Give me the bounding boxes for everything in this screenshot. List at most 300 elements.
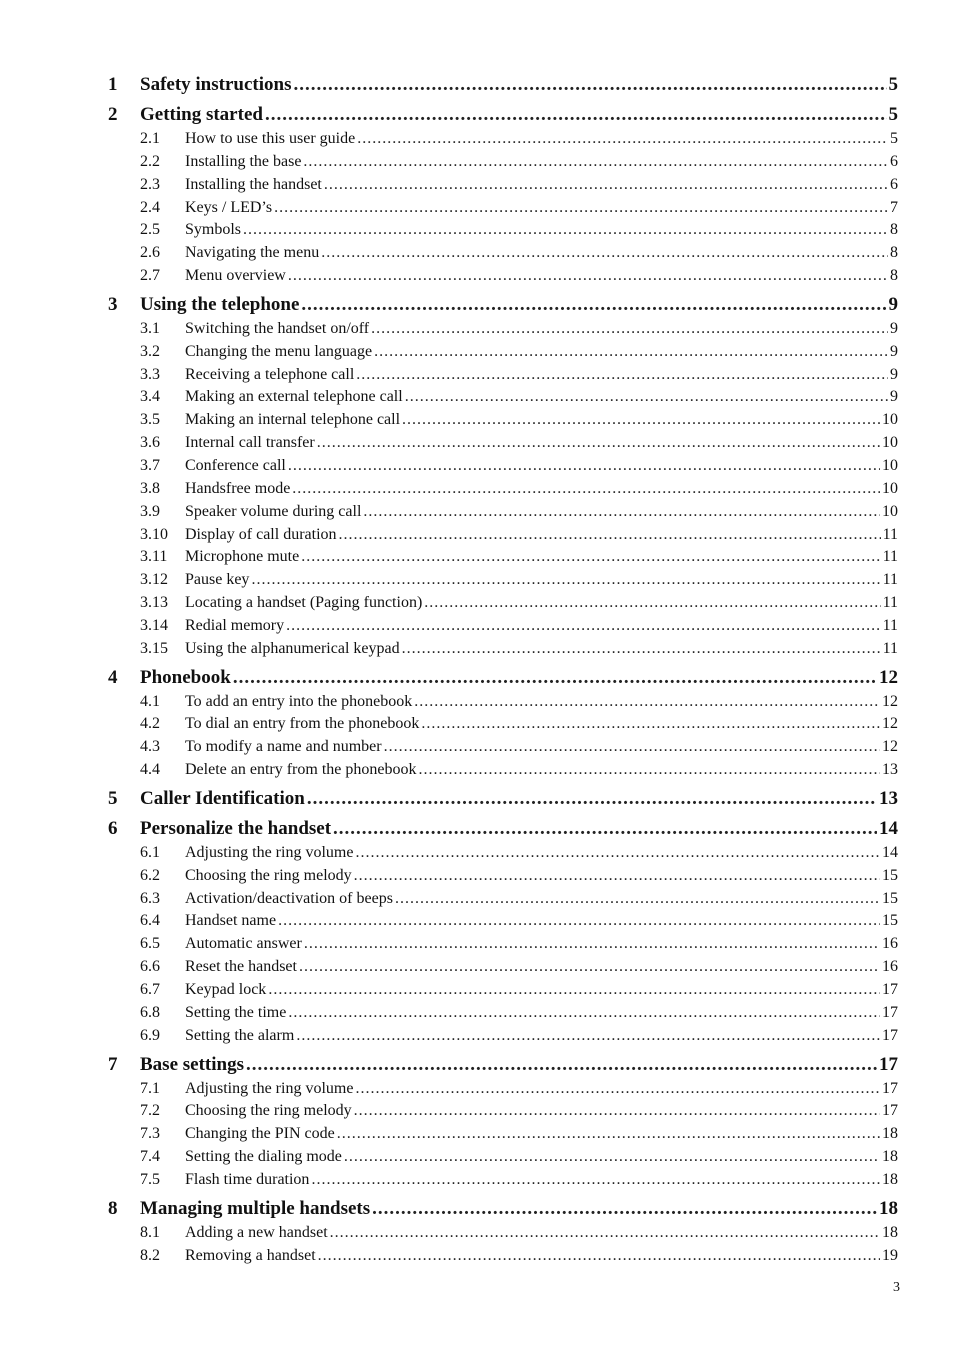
dot-leader [371,318,888,341]
toc-entry-line [185,842,898,865]
toc-entry-page: 18 [882,1223,898,1241]
toc-entry-title: Speaker volume during call [185,502,362,520]
toc-entry-page: 17 [882,1003,898,1021]
toc-section-entry[interactable] [108,364,898,387]
toc-entry-number: 3.12 [140,571,168,589]
toc-entry-number: 6.2 [140,866,160,884]
toc-entry-line [140,72,898,98]
toc-entry-line [185,1222,898,1245]
toc-entry-page: 19 [882,1246,898,1264]
toc-entry-line [185,197,898,220]
toc-section-entry[interactable] [108,318,898,341]
toc-section-entry[interactable] [108,1002,898,1025]
toc-entry-number: 4 [108,666,118,688]
toc-entry-number: 4.1 [140,692,160,710]
dot-leader [265,102,887,128]
toc-entry-page: 12 [882,692,898,710]
toc-entry-line [185,736,898,759]
toc-entry-title: Setting the dialing mode [185,1148,342,1166]
toc-entry-line [185,569,898,592]
toc-entry-number: 2.4 [140,198,160,216]
toc-section-entry[interactable] [108,713,898,736]
toc-entry-page: 12 [882,715,898,733]
toc-section-entry[interactable] [108,341,898,364]
toc-entry-line [185,1123,898,1146]
toc-entry-title: Activation/deactivation of beeps [185,889,393,907]
dot-leader [286,615,881,638]
toc-entry-line [185,174,898,197]
toc-entry-title: Using the telephone [140,293,300,315]
dot-leader [288,455,880,478]
toc-entry-page: 17 [882,1102,898,1120]
toc-entry-page: 13 [882,761,898,779]
dot-leader [418,759,880,782]
toc-entry-page: 17 [882,1079,898,1097]
page-number: 3 [893,1280,900,1295]
toc-entry-title: Handset name [185,912,277,930]
toc-entry-title: Keypad lock [185,981,267,998]
toc-section-entry[interactable] [108,956,898,979]
toc-entry-title: Base settings [140,1053,244,1075]
toc-entry-line [185,478,898,501]
toc-entry-number: 6.1 [140,843,160,861]
toc-entry-line [185,364,898,387]
toc-section-entry[interactable] [108,386,898,409]
toc-entry-title: Symbols [185,221,242,239]
toc-section-entry[interactable] [108,910,898,933]
dot-leader [318,1245,880,1268]
toc-section-entry[interactable] [108,197,898,220]
toc-entry-number: 4.2 [140,715,160,733]
toc-entry-page: 12 [879,666,898,688]
toc-entry-title: Reset the handset [185,958,297,976]
toc-entry-page: 11 [882,594,898,612]
toc-entry-line [185,933,898,956]
toc-entry-number: 2.6 [140,244,160,262]
toc-section-entry[interactable] [108,592,898,615]
toc-entry-line [185,455,898,478]
toc-entry-line [185,713,898,736]
toc-section-entry[interactable] [108,151,898,174]
toc-entry-title: Using the alphanumerical keypad [185,639,400,657]
toc-section-entry[interactable] [108,736,898,759]
toc-entry-title: Setting the alarm [185,1026,295,1044]
toc-entry-title: Internal call transfer [185,434,315,452]
toc-entry-title: Personalize the handset [140,817,332,839]
toc-entry-title: Choosing the ring melody [185,1102,352,1120]
toc-entry-number: 7.5 [140,1170,160,1188]
toc-chapter-entry[interactable] [108,1196,898,1222]
toc-entry-title: Display of call duration [185,525,337,543]
toc-entry-line [185,128,898,151]
toc-entry-title: Menu overview [185,267,286,285]
toc-entry-number: 3.7 [140,456,160,474]
toc-entry-page: 18 [882,1170,898,1188]
toc-entry-title: Automatic answer [185,935,302,953]
toc-entry-page: 8 [890,267,898,285]
toc-entry-page: 15 [882,866,898,884]
dot-leader [296,1025,880,1048]
toc-entry-title: Changing the PIN code [185,1125,335,1143]
toc-section-entry[interactable] [108,1245,898,1268]
toc-entry-number: 3.9 [140,502,160,520]
toc-entry-title: To modify a name and number [185,738,382,756]
toc-entry-number: 3.8 [140,479,160,497]
toc-entry-title: Adjusting the ring volume [185,843,354,861]
toc-entry-number: 1 [108,74,118,95]
toc-entry-page: 9 [890,388,898,406]
toc-entry-page: 17 [882,1026,898,1044]
toc-entry-line [140,102,898,128]
toc-entry-title: Keys / LED’s [185,198,273,216]
dot-leader [414,691,880,714]
toc-section-entry[interactable] [108,546,898,569]
toc-entry-line [140,1196,898,1222]
toc-section-entry[interactable] [108,1100,898,1123]
dot-leader [405,386,888,409]
dot-leader [421,713,880,736]
toc-entry-page: 10 [882,456,898,474]
toc-entry-line [185,979,898,1002]
toc-entry-page: 5 [888,74,898,95]
dot-leader [363,501,880,524]
toc-entry-title: Adjusting the ring volume [185,1079,354,1097]
dot-leader [274,197,888,220]
dot-leader [307,786,877,812]
dot-leader [372,1196,877,1222]
toc-entry-page: 9 [890,365,898,383]
toc-entry-line [185,592,898,615]
dot-leader [337,1123,880,1146]
toc-section-entry[interactable] [108,174,898,197]
toc-entry-title: Microphone mute [185,548,300,566]
dot-leader [233,665,877,691]
dot-leader [301,292,886,318]
toc-entry-title: Locating a handset (Paging function) [185,594,423,612]
toc-chapter-entry[interactable] [108,786,898,812]
dot-leader [356,364,888,387]
toc-entry-page: 18 [879,1197,898,1219]
toc-entry-line [185,265,898,288]
toc-entry-title: Conference call [185,456,286,474]
toc-entry-title: Installing the base [185,152,302,170]
toc-entry-line [185,910,898,933]
toc-entry-line [185,151,898,174]
toc-entry-number: 3.14 [140,616,168,634]
dot-leader [278,910,880,933]
toc-entry-page: 5 [888,104,898,125]
toc-entry-number: 8.1 [140,1223,160,1241]
toc-section-entry[interactable] [108,1123,898,1146]
toc-entry-page: 8 [890,244,898,262]
toc-entry-page: 10 [882,479,898,497]
toc-section-entry[interactable] [108,128,898,151]
toc-entry-page: 10 [882,502,898,520]
toc-entry-page: 15 [882,912,898,930]
toc-entry-number: 5 [108,787,118,809]
toc-entry-page: 11 [882,525,898,543]
dot-leader [424,592,880,615]
toc-section-entry[interactable] [108,933,898,956]
toc-section-entry[interactable] [108,569,898,592]
toc-entry-number: 7.1 [140,1079,160,1097]
toc-entry-line [185,1169,898,1192]
toc-section-entry[interactable] [108,1025,898,1048]
toc-entry-line [185,1146,898,1169]
toc-entry-number: 7.3 [140,1125,160,1143]
toc-section-entry[interactable] [108,242,898,265]
dot-leader [311,1169,880,1192]
toc-entry-page: 11 [882,616,898,634]
toc-entry-title: Pause key [185,571,250,589]
toc-entry-number: 3.10 [140,525,168,543]
toc-entry-title: To dial an entry from the phonebook [185,715,420,733]
dot-leader [292,478,880,501]
toc-entry-page: 15 [882,889,898,907]
toc-entry-title: Making an external telephone call [185,388,403,406]
toc-entry-line [185,638,898,661]
toc-entry-number: 6.8 [140,1003,160,1021]
toc-entry-page: 11 [882,548,898,566]
toc-entry-number: 6.5 [140,935,160,953]
toc-entry-title: Switching the handset on/off [185,319,370,337]
toc-entry-number: 2 [108,104,118,125]
dot-leader [299,956,880,979]
dot-leader [384,736,880,759]
toc-entry-page: 5 [890,130,898,147]
toc-entry-title: How to use this user guide [185,130,356,147]
dot-leader [324,174,888,197]
toc-entry-number: 3.2 [140,342,160,360]
toc-entry-line [185,546,898,569]
toc-entry-title: Caller Identification [140,787,305,809]
dot-leader [268,979,880,1002]
toc-entry-line [185,956,898,979]
toc-entry-number: 6.3 [140,889,160,907]
dot-leader [243,219,888,242]
toc-entry-line [185,691,898,714]
toc-chapter-entry[interactable] [108,102,898,128]
toc-entry-line [185,1002,898,1025]
dot-leader [303,151,888,174]
toc-entry-page: 17 [879,1053,898,1075]
toc-entry-number: 3.4 [140,388,160,406]
toc-section-entry[interactable] [108,455,898,478]
toc-entry-title: Receiving a telephone call [185,365,355,383]
toc-section-entry[interactable] [108,432,898,455]
dot-leader [288,1002,880,1025]
toc-entry-page: 16 [882,935,898,953]
toc-entry-number: 6.4 [140,912,160,930]
toc-section-entry[interactable] [108,1222,898,1245]
toc-entry-page: 9 [890,319,898,337]
toc-section-entry[interactable] [108,501,898,524]
toc-entry-page: 13 [879,787,898,809]
toc-entry-number: 3.3 [140,365,160,383]
toc-section-entry[interactable] [108,759,898,782]
dot-leader [288,265,888,288]
toc-entry-page: 11 [882,639,898,657]
toc-entry-page: 12 [882,738,898,756]
toc-entry-page: 9 [890,342,898,360]
toc-section-entry[interactable] [108,1146,898,1169]
toc-entry-number: 2.5 [140,221,160,239]
toc-entry-line [140,1052,898,1078]
dot-leader [395,888,880,911]
dot-leader [355,1078,880,1101]
dot-leader [355,842,880,865]
toc-entry-title: Navigating the menu [185,244,320,262]
toc-entry-number: 4.3 [140,738,160,756]
toc-entry-line [185,615,898,638]
toc-section-entry[interactable] [108,865,898,888]
toc-section-entry[interactable] [108,979,898,1002]
toc-section-entry[interactable] [108,219,898,242]
toc-chapter-entry[interactable] [108,72,898,98]
toc-entry-title: To add an entry into the phonebook [185,692,413,710]
toc-entry-number: 7 [108,1053,118,1075]
toc-entry-line [185,759,898,782]
toc-entry-page: 8 [890,221,898,239]
toc-entry-line [185,386,898,409]
toc-entry-number: 3.11 [140,548,168,566]
toc-entry-title: Flash time duration [185,1170,310,1188]
toc-section-entry[interactable] [108,615,898,638]
toc-entry-line [185,219,898,242]
toc-entry-title: Making an internal telephone call [185,411,401,429]
toc-entry-number: 6 [108,817,118,839]
dot-leader [374,341,888,364]
toc-entry-number: 6.7 [140,981,160,998]
toc-entry-line [140,665,898,691]
toc-entry-page: 10 [882,411,898,429]
toc-entry-line [185,1025,898,1048]
toc-chapter-entry[interactable] [108,1052,898,1078]
toc-entry-page: 16 [882,958,898,976]
toc-entry-number: 8 [108,1197,118,1219]
toc-entry-number: 2.7 [140,267,160,285]
toc-entry-title: Managing multiple handsets [140,1197,371,1219]
toc-section-entry[interactable] [108,409,898,432]
toc-entry-number: 3.6 [140,434,160,452]
toc-entry-number: 6.9 [140,1026,160,1044]
toc-entry-page: 10 [882,434,898,452]
toc-entry-title: Choosing the ring melody [185,866,352,884]
toc-entry-title: Phonebook [140,666,231,688]
toc-entry-title: Handsfree mode [185,479,291,497]
toc-entry-title: Adding a new handset [185,1223,328,1241]
toc-entry-line [185,501,898,524]
dot-leader [339,524,881,547]
toc-entry-title: Getting started [140,104,263,125]
dot-leader [357,128,888,151]
toc-entry-title: Safety instructions [140,74,292,95]
toc-section-entry[interactable] [108,265,898,288]
toc-entry-page: 6 [890,175,898,193]
dot-leader [293,72,886,98]
dot-leader [246,1052,877,1078]
toc-chapter-entry[interactable] [108,292,898,318]
toc-entry-page: 14 [882,843,898,861]
dot-leader [402,638,881,661]
toc-entry-line [185,432,898,455]
toc-entry-title: Changing the menu language [185,342,373,360]
toc-entry-number: 3.13 [140,594,168,612]
toc-entry-number: 3 [108,293,118,315]
toc-section-entry[interactable] [108,524,898,547]
toc-entry-line [185,318,898,341]
toc-section-entry[interactable] [108,888,898,911]
dot-leader [251,569,880,592]
dot-leader [354,865,880,888]
toc-entry-line [140,786,898,812]
toc-entry-line [185,1100,898,1123]
dot-leader [402,409,880,432]
dot-leader [301,546,880,569]
toc-chapter-entry[interactable] [108,816,898,842]
toc-section-entry[interactable] [108,691,898,714]
toc-entry-title: Installing the handset [185,175,322,193]
toc-entry-number: 7.4 [140,1148,160,1166]
dot-leader [330,1222,880,1245]
table-of-contents [108,72,898,1267]
toc-entry-line [140,816,898,842]
dot-leader [304,933,880,956]
toc-entry-number: 2.2 [140,152,160,170]
toc-entry-line [185,1078,898,1101]
toc-section-entry[interactable] [108,1169,898,1192]
toc-entry-line [185,865,898,888]
toc-entry-number: 2.3 [140,175,160,193]
toc-entry-page: 6 [890,152,898,170]
toc-entry-page: 9 [888,293,898,315]
toc-section-entry[interactable] [108,842,898,865]
toc-entry-title: Removing a handset [185,1246,316,1264]
toc-section-entry[interactable] [108,1078,898,1101]
toc-entry-line [185,409,898,432]
toc-entry-number: 4.4 [140,761,160,779]
toc-entry-line [185,524,898,547]
toc-entry-number: 3.15 [140,639,168,657]
toc-entry-page: 17 [882,981,898,998]
toc-entry-title: Setting the time [185,1003,287,1021]
toc-entry-line [185,341,898,364]
toc-entry-number: 6.6 [140,958,160,976]
toc-entry-page: 18 [882,1125,898,1143]
toc-entry-page: 11 [882,571,898,589]
toc-chapter-entry[interactable] [108,665,898,691]
toc-entry-line [140,292,898,318]
toc-entry-line [185,1245,898,1268]
toc-entry-line [185,242,898,265]
dot-leader [321,242,888,265]
dot-leader [333,816,877,842]
toc-entry-number: 7.2 [140,1102,160,1120]
toc-entry-title: Delete an entry from the phonebook [185,761,417,779]
dot-leader [344,1146,880,1169]
toc-entry-page: 7 [890,198,898,216]
toc-entry-number: 8.2 [140,1246,160,1264]
toc-section-entry[interactable] [108,638,898,661]
toc-entry-title: Redial memory [185,616,285,634]
toc-entry-page: 14 [879,817,898,839]
toc-entry-line [185,888,898,911]
toc-entry-page: 18 [882,1148,898,1166]
dot-leader [317,432,880,455]
toc-section-entry[interactable] [108,478,898,501]
toc-entry-number: 3.1 [140,319,160,337]
toc-entry-number: 2.1 [140,130,160,147]
